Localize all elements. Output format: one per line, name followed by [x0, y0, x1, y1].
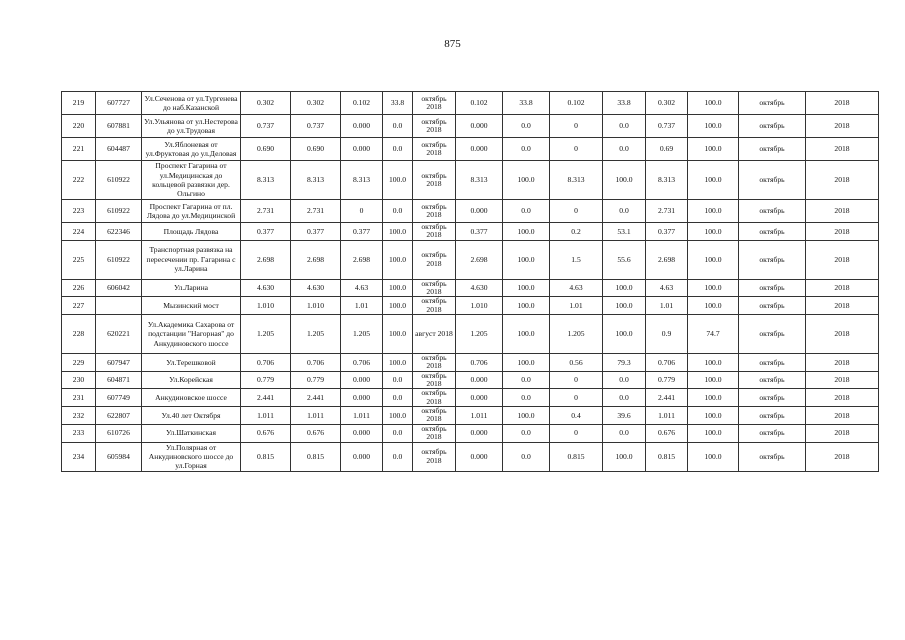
- percent-cell-3: 0.0: [603, 115, 646, 138]
- value-cell-3: 1.011: [341, 407, 383, 425]
- percent-cell-4: 100.0: [688, 92, 739, 115]
- value-cell-4: 0.706: [456, 354, 503, 372]
- percent-cell-1: 100.0: [383, 354, 413, 372]
- object-code-cell: 610726: [96, 424, 142, 442]
- year-cell: 2018: [806, 297, 879, 315]
- row-number-cell: 226: [62, 279, 96, 297]
- month-cell: октябрь: [739, 115, 806, 138]
- value-cell-6: 2.441: [646, 389, 688, 407]
- value-cell-1: 1.011: [241, 407, 291, 425]
- value-cell-5: 4.63: [550, 279, 603, 297]
- value-cell-3: 0.000: [341, 442, 383, 471]
- value-cell-4: 4.630: [456, 279, 503, 297]
- value-cell-2: 8.313: [291, 161, 341, 200]
- percent-cell-3: 39.6: [603, 407, 646, 425]
- value-cell-6: 0.676: [646, 424, 688, 442]
- table-row: [62, 389, 879, 407]
- value-cell-2: 0.676: [291, 424, 341, 442]
- percent-cell-1: 0.0: [383, 200, 413, 223]
- object-code-cell: 606042: [96, 279, 142, 297]
- value-cell-4: 1.205: [456, 315, 503, 354]
- data-table: [61, 91, 879, 472]
- percent-cell-3: 33.8: [603, 92, 646, 115]
- percent-cell-3: 53.1: [603, 223, 646, 241]
- percent-cell-1: 0.0: [383, 389, 413, 407]
- percent-cell-1: 0.0: [383, 371, 413, 389]
- value-cell-6: 0.302: [646, 92, 688, 115]
- period-cell: октябрь 2018: [413, 354, 456, 372]
- value-cell-3: 1.205: [341, 315, 383, 354]
- table-row: [62, 200, 879, 223]
- object-code-cell: 622346: [96, 223, 142, 241]
- value-cell-3: 0.000: [341, 115, 383, 138]
- object-code-cell: [96, 297, 142, 315]
- table-row: [62, 354, 879, 372]
- percent-cell-4: 100.0: [688, 407, 739, 425]
- street-name-cell: Ул.Ларина: [142, 279, 241, 297]
- value-cell-2: 0.737: [291, 115, 341, 138]
- percent-cell-3: 55.6: [603, 240, 646, 279]
- percent-cell-1: 0.0: [383, 442, 413, 471]
- month-cell: октябрь: [739, 161, 806, 200]
- value-cell-6: 2.731: [646, 200, 688, 223]
- period-cell: октябрь 2018: [413, 161, 456, 200]
- percent-cell-1: 0.0: [383, 424, 413, 442]
- percent-cell-1: 100.0: [383, 407, 413, 425]
- year-cell: 2018: [806, 389, 879, 407]
- year-cell: 2018: [806, 223, 879, 241]
- page-number: 875: [444, 38, 461, 50]
- value-cell-3: 1.01: [341, 297, 383, 315]
- percent-cell-2: 0.0: [503, 200, 550, 223]
- year-cell: 2018: [806, 161, 879, 200]
- percent-cell-2: 100.0: [503, 223, 550, 241]
- percent-cell-3: 100.0: [603, 315, 646, 354]
- value-cell-4: 8.313: [456, 161, 503, 200]
- value-cell-4: 0.000: [456, 424, 503, 442]
- value-cell-2: 0.690: [291, 138, 341, 161]
- percent-cell-2: 100.0: [503, 315, 550, 354]
- month-cell: октябрь: [739, 297, 806, 315]
- row-number-cell: 232: [62, 407, 96, 425]
- percent-cell-2: 33.8: [503, 92, 550, 115]
- row-number-cell: 229: [62, 354, 96, 372]
- percent-cell-3: 0.0: [603, 200, 646, 223]
- value-cell-1: 1.205: [241, 315, 291, 354]
- table-row: [62, 407, 879, 425]
- table-body: [62, 92, 879, 472]
- object-code-cell: 607947: [96, 354, 142, 372]
- row-number-cell: 233: [62, 424, 96, 442]
- object-code-cell: 605984: [96, 442, 142, 471]
- object-code-cell: 622807: [96, 407, 142, 425]
- value-cell-1: 1.010: [241, 297, 291, 315]
- table-row: [62, 442, 879, 471]
- month-cell: октябрь: [739, 200, 806, 223]
- month-cell: октябрь: [739, 240, 806, 279]
- percent-cell-2: 0.0: [503, 389, 550, 407]
- table-row: [62, 92, 879, 115]
- row-number-cell: 224: [62, 223, 96, 241]
- street-name-cell: Проспект Гагарина от пл. Лядова до ул.Медицинской: [142, 200, 241, 223]
- value-cell-4: 0.000: [456, 389, 503, 407]
- row-number-cell: 225: [62, 240, 96, 279]
- value-cell-1: 2.731: [241, 200, 291, 223]
- value-cell-2: 0.815: [291, 442, 341, 471]
- value-cell-2: 1.010: [291, 297, 341, 315]
- percent-cell-3: 0.0: [603, 138, 646, 161]
- month-cell: октябрь: [739, 407, 806, 425]
- period-cell: октябрь 2018: [413, 200, 456, 223]
- percent-cell-4: 100.0: [688, 442, 739, 471]
- value-cell-5: 1.205: [550, 315, 603, 354]
- street-name-cell: Ул.Полярная от Анкудиновского шоссе до ул.Горная: [142, 442, 241, 471]
- value-cell-4: 2.698: [456, 240, 503, 279]
- street-name-cell: Транспортная развязка на пересечении пр. Гагарина с ул.Ларина: [142, 240, 241, 279]
- percent-cell-1: 100.0: [383, 240, 413, 279]
- street-name-cell: Ул.Ульянова от ул.Нестерова до ул.Трудовая: [142, 115, 241, 138]
- value-cell-6: 1.01: [646, 297, 688, 315]
- value-cell-1: 0.377: [241, 223, 291, 241]
- year-cell: 2018: [806, 279, 879, 297]
- value-cell-5: 0.56: [550, 354, 603, 372]
- period-cell: октябрь 2018: [413, 240, 456, 279]
- percent-cell-3: 100.0: [603, 297, 646, 315]
- value-cell-2: 4.630: [291, 279, 341, 297]
- value-cell-2: 2.698: [291, 240, 341, 279]
- street-name-cell: Ул.Яблоневая от ул.Фруктовая до ул.Деловая: [142, 138, 241, 161]
- percent-cell-4: 100.0: [688, 161, 739, 200]
- object-code-cell: 604487: [96, 138, 142, 161]
- row-number-cell: 227: [62, 297, 96, 315]
- value-cell-1: 0.737: [241, 115, 291, 138]
- percent-cell-3: 0.0: [603, 371, 646, 389]
- value-cell-3: 0: [341, 200, 383, 223]
- period-cell: октябрь 2018: [413, 92, 456, 115]
- month-cell: октябрь: [739, 138, 806, 161]
- month-cell: октябрь: [739, 371, 806, 389]
- street-name-cell: Ул.Терешковой: [142, 354, 241, 372]
- period-cell: октябрь 2018: [413, 279, 456, 297]
- month-cell: октябрь: [739, 424, 806, 442]
- value-cell-1: 2.441: [241, 389, 291, 407]
- percent-cell-1: 100.0: [383, 161, 413, 200]
- value-cell-6: 0.9: [646, 315, 688, 354]
- value-cell-3: 0.706: [341, 354, 383, 372]
- percent-cell-2: 0.0: [503, 442, 550, 471]
- row-number-cell: 220: [62, 115, 96, 138]
- value-cell-4: 0.102: [456, 92, 503, 115]
- month-cell: октябрь: [739, 279, 806, 297]
- value-cell-6: 0.779: [646, 371, 688, 389]
- period-cell: октябрь 2018: [413, 371, 456, 389]
- value-cell-6: 2.698: [646, 240, 688, 279]
- value-cell-4: 0.377: [456, 223, 503, 241]
- percent-cell-2: 100.0: [503, 279, 550, 297]
- percent-cell-3: 100.0: [603, 279, 646, 297]
- percent-cell-1: 100.0: [383, 297, 413, 315]
- street-name-cell: Проспект Гагарина от ул.Медицинская до кольцевой развязки дер. Ольгино: [142, 161, 241, 200]
- percent-cell-1: 100.0: [383, 223, 413, 241]
- period-cell: октябрь 2018: [413, 115, 456, 138]
- value-cell-5: 0.4: [550, 407, 603, 425]
- percent-cell-4: 100.0: [688, 200, 739, 223]
- object-code-cell: 610922: [96, 200, 142, 223]
- percent-cell-4: 100.0: [688, 279, 739, 297]
- row-number-cell: 234: [62, 442, 96, 471]
- percent-cell-1: 0.0: [383, 138, 413, 161]
- table-row: [62, 424, 879, 442]
- table-row: [62, 223, 879, 241]
- value-cell-6: 8.313: [646, 161, 688, 200]
- percent-cell-3: 0.0: [603, 389, 646, 407]
- value-cell-4: 0.000: [456, 115, 503, 138]
- period-cell: август 2018: [413, 315, 456, 354]
- percent-cell-2: 0.0: [503, 371, 550, 389]
- period-cell: октябрь 2018: [413, 442, 456, 471]
- year-cell: 2018: [806, 442, 879, 471]
- value-cell-5: 0.102: [550, 92, 603, 115]
- period-cell: октябрь 2018: [413, 138, 456, 161]
- year-cell: 2018: [806, 115, 879, 138]
- street-name-cell: Площадь Лядова: [142, 223, 241, 241]
- period-cell: октябрь 2018: [413, 424, 456, 442]
- year-cell: 2018: [806, 138, 879, 161]
- value-cell-6: 0.815: [646, 442, 688, 471]
- month-cell: октябрь: [739, 92, 806, 115]
- year-cell: 2018: [806, 407, 879, 425]
- value-cell-1: 4.630: [241, 279, 291, 297]
- value-cell-4: 0.000: [456, 442, 503, 471]
- year-cell: 2018: [806, 424, 879, 442]
- street-name-cell: Ул.Академика Сахарова от подстанции "Нагорная" до Анкудиновского шоссе: [142, 315, 241, 354]
- value-cell-6: 0.69: [646, 138, 688, 161]
- value-cell-5: 8.313: [550, 161, 603, 200]
- value-cell-5: 0: [550, 424, 603, 442]
- value-cell-1: 0.676: [241, 424, 291, 442]
- percent-cell-4: 100.0: [688, 424, 739, 442]
- table-row: [62, 315, 879, 354]
- percent-cell-3: 100.0: [603, 442, 646, 471]
- street-name-cell: Ул.Сеченова от ул.Тургенева до наб.Казанской: [142, 92, 241, 115]
- value-cell-6: 1.011: [646, 407, 688, 425]
- table-row: [62, 371, 879, 389]
- value-cell-1: 0.706: [241, 354, 291, 372]
- row-number-cell: 222: [62, 161, 96, 200]
- table-row: [62, 297, 879, 315]
- year-cell: 2018: [806, 354, 879, 372]
- month-cell: октябрь: [739, 442, 806, 471]
- value-cell-4: 0.000: [456, 138, 503, 161]
- year-cell: 2018: [806, 240, 879, 279]
- row-number-cell: 219: [62, 92, 96, 115]
- percent-cell-4: 100.0: [688, 371, 739, 389]
- object-code-cell: 620221: [96, 315, 142, 354]
- value-cell-6: 0.737: [646, 115, 688, 138]
- percent-cell-4: 100.0: [688, 389, 739, 407]
- value-cell-5: 1.5: [550, 240, 603, 279]
- street-name-cell: Анкудиновское шоссе: [142, 389, 241, 407]
- percent-cell-3: 0.0: [603, 424, 646, 442]
- row-number-cell: 231: [62, 389, 96, 407]
- value-cell-3: 0.000: [341, 371, 383, 389]
- value-cell-1: 0.779: [241, 371, 291, 389]
- value-cell-4: 0.000: [456, 200, 503, 223]
- value-cell-3: 0.102: [341, 92, 383, 115]
- object-code-cell: 607881: [96, 115, 142, 138]
- month-cell: октябрь: [739, 223, 806, 241]
- value-cell-5: 0.2: [550, 223, 603, 241]
- value-cell-5: 0: [550, 115, 603, 138]
- percent-cell-1: 33.8: [383, 92, 413, 115]
- percent-cell-2: 100.0: [503, 161, 550, 200]
- percent-cell-3: 79.3: [603, 354, 646, 372]
- row-number-cell: 223: [62, 200, 96, 223]
- value-cell-5: 1.01: [550, 297, 603, 315]
- object-code-cell: 604871: [96, 371, 142, 389]
- percent-cell-4: 100.0: [688, 115, 739, 138]
- percent-cell-4: 100.0: [688, 297, 739, 315]
- table-row: [62, 161, 879, 200]
- value-cell-3: 0.000: [341, 138, 383, 161]
- value-cell-3: 0.000: [341, 389, 383, 407]
- month-cell: октябрь: [739, 389, 806, 407]
- value-cell-3: 0.377: [341, 223, 383, 241]
- table-row: [62, 240, 879, 279]
- value-cell-5: 0.815: [550, 442, 603, 471]
- percent-cell-1: 0.0: [383, 115, 413, 138]
- value-cell-2: 0.779: [291, 371, 341, 389]
- value-cell-3: 4.63: [341, 279, 383, 297]
- value-cell-1: 2.698: [241, 240, 291, 279]
- object-code-cell: 607727: [96, 92, 142, 115]
- table-row: [62, 115, 879, 138]
- percent-cell-3: 100.0: [603, 161, 646, 200]
- percent-cell-4: 100.0: [688, 223, 739, 241]
- percent-cell-4: 100.0: [688, 138, 739, 161]
- year-cell: 2018: [806, 315, 879, 354]
- object-code-cell: 610922: [96, 161, 142, 200]
- period-cell: октябрь 2018: [413, 223, 456, 241]
- percent-cell-2: 100.0: [503, 297, 550, 315]
- value-cell-4: 1.010: [456, 297, 503, 315]
- object-code-cell: 610922: [96, 240, 142, 279]
- percent-cell-2: 100.0: [503, 354, 550, 372]
- percent-cell-2: 0.0: [503, 115, 550, 138]
- percent-cell-4: 100.0: [688, 354, 739, 372]
- value-cell-6: 0.377: [646, 223, 688, 241]
- value-cell-4: 1.011: [456, 407, 503, 425]
- value-cell-3: 8.313: [341, 161, 383, 200]
- period-cell: октябрь 2018: [413, 389, 456, 407]
- value-cell-5: 0: [550, 200, 603, 223]
- value-cell-1: 0.302: [241, 92, 291, 115]
- year-cell: 2018: [806, 200, 879, 223]
- year-cell: 2018: [806, 371, 879, 389]
- value-cell-6: 0.706: [646, 354, 688, 372]
- value-cell-5: 0: [550, 138, 603, 161]
- value-cell-1: 8.313: [241, 161, 291, 200]
- value-cell-6: 4.63: [646, 279, 688, 297]
- street-name-cell: Мызинский мост: [142, 297, 241, 315]
- value-cell-2: 2.441: [291, 389, 341, 407]
- month-cell: октябрь: [739, 354, 806, 372]
- percent-cell-4: 74.7: [688, 315, 739, 354]
- table-row: [62, 138, 879, 161]
- value-cell-2: 2.731: [291, 200, 341, 223]
- month-cell: октябрь: [739, 315, 806, 354]
- value-cell-5: 0: [550, 389, 603, 407]
- value-cell-1: 0.815: [241, 442, 291, 471]
- row-number-cell: 228: [62, 315, 96, 354]
- percent-cell-2: 0.0: [503, 424, 550, 442]
- street-name-cell: Ул.Шаткинская: [142, 424, 241, 442]
- period-cell: октябрь 2018: [413, 297, 456, 315]
- value-cell-2: 1.205: [291, 315, 341, 354]
- percent-cell-2: 0.0: [503, 138, 550, 161]
- value-cell-5: 0: [550, 371, 603, 389]
- row-number-cell: 230: [62, 371, 96, 389]
- percent-cell-1: 100.0: [383, 315, 413, 354]
- value-cell-2: 0.706: [291, 354, 341, 372]
- object-code-cell: 607749: [96, 389, 142, 407]
- street-name-cell: Ул.Корейская: [142, 371, 241, 389]
- value-cell-3: 0.000: [341, 424, 383, 442]
- value-cell-2: 0.377: [291, 223, 341, 241]
- period-cell: октябрь 2018: [413, 407, 456, 425]
- percent-cell-4: 100.0: [688, 240, 739, 279]
- value-cell-3: 2.698: [341, 240, 383, 279]
- street-name-cell: Ул.40 лет Октября: [142, 407, 241, 425]
- percent-cell-2: 100.0: [503, 240, 550, 279]
- year-cell: 2018: [806, 92, 879, 115]
- value-cell-4: 0.000: [456, 371, 503, 389]
- value-cell-2: 0.302: [291, 92, 341, 115]
- percent-cell-1: 100.0: [383, 279, 413, 297]
- row-number-cell: 221: [62, 138, 96, 161]
- percent-cell-2: 100.0: [503, 407, 550, 425]
- value-cell-1: 0.690: [241, 138, 291, 161]
- table-row: [62, 279, 879, 297]
- value-cell-2: 1.011: [291, 407, 341, 425]
